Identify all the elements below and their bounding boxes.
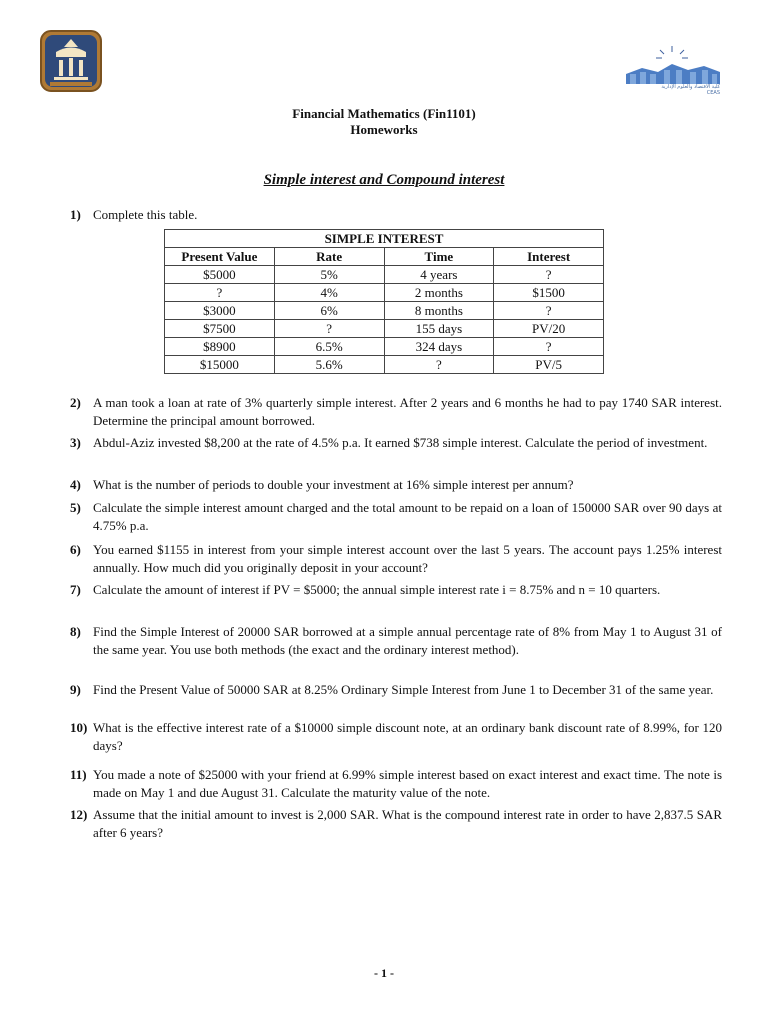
table-row xyxy=(165,284,604,302)
table-cell: ? xyxy=(494,302,604,320)
question-7: 7) Calculate the amount of interest if PV = $5000; the annual simple interest rate i = 8.75% and n = 10 quarters. xyxy=(70,582,661,597)
section-title: Simple interest and Compound interest xyxy=(263,172,505,188)
question-12: 12) Assume that the initial amount to invest is 2,000 SAR. What is the compound interest rate in order to have 2,837.5 SAR after 6 years? xyxy=(70,807,722,840)
table-row xyxy=(165,302,604,320)
table-cell: ? xyxy=(384,356,494,374)
table-title: SIMPLE INTEREST xyxy=(165,230,604,248)
table-cell: $5000 xyxy=(165,266,275,284)
question-10: 10) What is the effective interest rate of a $10000 simple discount note, at an ordinary bank discount rate of 8.99%, for 120 days? xyxy=(70,720,722,753)
column-header: Present Value xyxy=(165,248,275,266)
question-5: 5) Calculate the simple interest amount charged and the total amount to be repaid on a loan of 150000 SAR over 90 days at 4.75% p.a. xyxy=(70,500,722,533)
table-cell: 324 days xyxy=(384,338,494,356)
document-header xyxy=(0,106,768,138)
table-cell: PV/5 xyxy=(494,356,604,374)
page-number: - 1 - xyxy=(374,966,394,980)
table-cell: $7500 xyxy=(165,320,275,338)
table-row xyxy=(165,338,604,356)
table-cell: 5.6% xyxy=(274,356,384,374)
table-cell: 8 months xyxy=(384,302,494,320)
question-3: 3) Abdul-Aziz invested $8,200 at the rate of 4.5% p.a. It earned $738 simple interest. Calculate the period of investment. xyxy=(70,435,708,450)
table-row xyxy=(165,266,604,284)
question-1: 1) Complete this table. xyxy=(70,207,198,222)
homework-label: Homeworks xyxy=(350,122,418,137)
table-cell: 4% xyxy=(274,284,384,302)
simple-interest-table xyxy=(164,229,604,374)
table-row xyxy=(165,356,604,374)
college-logo-caption: كلية الاقتصاد والعلوم الإدارية CEAS xyxy=(661,84,720,96)
table-cell: ? xyxy=(494,266,604,284)
question-9: 9) Find the Present Value of 50000 SAR at 8.25% Ordinary Simple Interest from June 1 to December 31 of the same year. xyxy=(70,682,714,697)
table-cell: $8900 xyxy=(165,338,275,356)
table-cell: 2 months xyxy=(384,284,494,302)
course-title: Financial Mathematics (Fin1101) xyxy=(292,106,476,121)
question-2: 2) A man took a loan at rate of 3% quarterly simple interest. After 2 years and 6 months he had to pay 1740 SAR interest. Determine the principal amount borrowed. xyxy=(70,395,722,428)
question-8: 8) Find the Simple Interest of 20000 SAR borrowed at a simple annual percentage rate of 8% from May 1 to August 31 of the same year. You use both methods (the exact and the ordinary interest method). xyxy=(70,624,722,657)
university-logo xyxy=(40,30,102,92)
table-row xyxy=(165,320,604,338)
table-cell: ? xyxy=(494,338,604,356)
table-cell: $15000 xyxy=(165,356,275,374)
table-header-row xyxy=(165,248,604,266)
table-cell: 155 days xyxy=(384,320,494,338)
table-cell: ? xyxy=(165,284,275,302)
question-6: 6) You earned $1155 in interest from your simple interest account over the last 5 years. The account pays 1.25% interest annually. How much did you originally deposit in your account? xyxy=(70,542,722,575)
table-cell: 4 years xyxy=(384,266,494,284)
table-cell: 5% xyxy=(274,266,384,284)
table-cell: $1500 xyxy=(494,284,604,302)
column-header: Time xyxy=(384,248,494,266)
question-11: 11) You made a note of $25000 with your friend at 6.99% simple interest based on exact interest and exact time. The note is made on May 1 and due August 31. Calculate the maturity value of the note. xyxy=(70,767,722,800)
column-header: Rate xyxy=(274,248,384,266)
column-header: Interest xyxy=(494,248,604,266)
table-cell: 6% xyxy=(274,302,384,320)
question-4: 4) What is the number of periods to double your investment at 16% simple interest per annum? xyxy=(70,477,574,492)
table-cell: ? xyxy=(274,320,384,338)
table-cell: $3000 xyxy=(165,302,275,320)
table-cell: 6.5% xyxy=(274,338,384,356)
table-cell: PV/20 xyxy=(494,320,604,338)
